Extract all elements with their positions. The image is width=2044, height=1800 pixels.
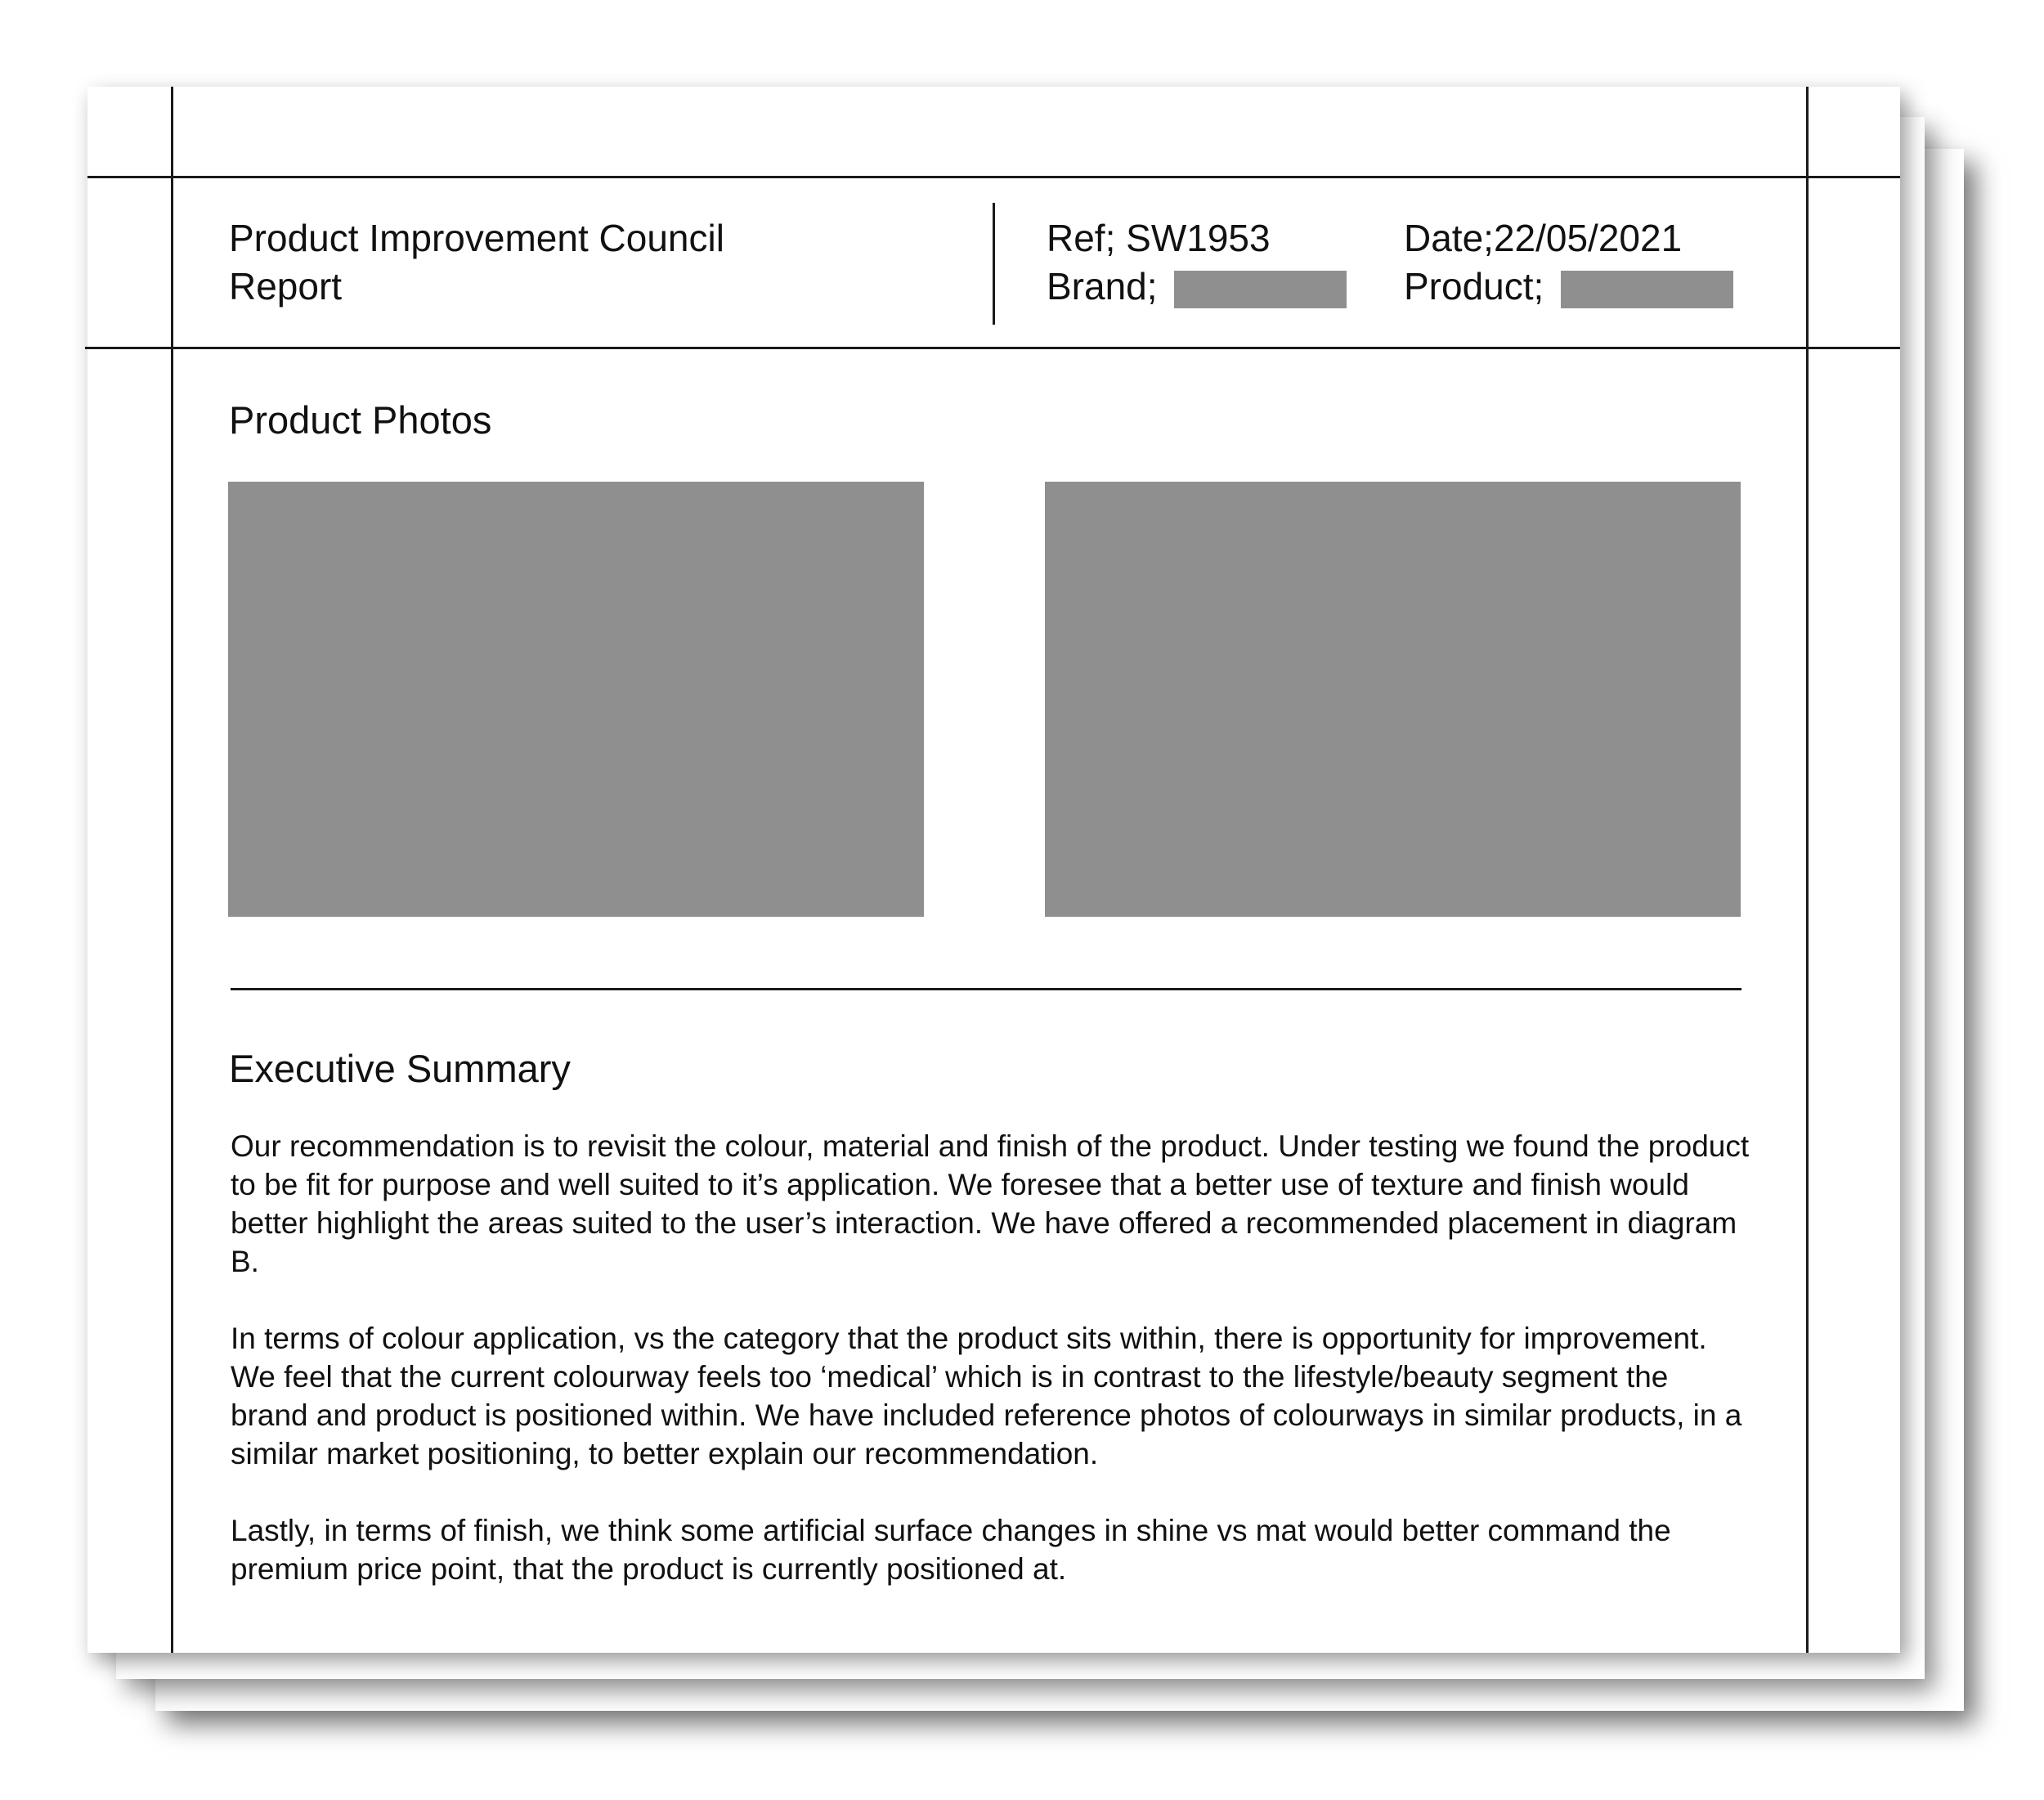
section-divider [231, 988, 1741, 990]
left-margin-line [171, 87, 173, 1653]
summary-paragraph-2: In terms of colour application, vs the category that the product sits within, there is opportunity for improvement. We feel that the current colourway feels too ‘medical’ which is in contrast to the lifestyle/beauty segment the brand and product is positioned within. We have included reference photos of colourways in similar products, in a similar market positioning, to better explain our recommendation. [231, 1322, 1742, 1470]
product-field [1404, 262, 1733, 311]
header-divider [993, 203, 995, 325]
product-photos-heading: Product Photos [229, 398, 492, 442]
summary-paragraph-3: Lastly, in terms of finish, we think some artificial surface changes in shine vs mat would better command the premium price point, that the product is currently positioned at. [231, 1514, 1671, 1586]
front-page [87, 87, 1900, 1653]
product-redacted-value [1561, 271, 1733, 308]
product-photo-2 [1045, 482, 1741, 917]
brand-redacted-value [1174, 271, 1347, 308]
header-top-rule [87, 176, 1900, 178]
executive-summary-heading: Executive Summary [229, 1047, 571, 1090]
brand-label: Brand; [1047, 265, 1158, 307]
right-margin-line [1806, 87, 1809, 1653]
date-field: Date;22/05/2021 [1404, 217, 1683, 259]
report-title-line-2: Report [229, 265, 343, 307]
header-bottom-rule [85, 347, 1900, 349]
brand-field [1047, 262, 1347, 311]
product-label: Product; [1404, 265, 1544, 307]
report-title-line-1: Product Improvement Council [229, 217, 724, 259]
product-photo-1 [228, 482, 924, 917]
ref-field: Ref; SW1953 [1047, 217, 1271, 259]
summary-paragraph-1: Our recommendation is to revisit the colour, material and finish of the product. Under testing we found the product to be fit for purpose and well suited to it’s application. We foresee that a better use of texture and finish would better highlight the areas suited to the user’s interaction. We have offered a recommended placement in diagram B. [231, 1129, 1750, 1278]
